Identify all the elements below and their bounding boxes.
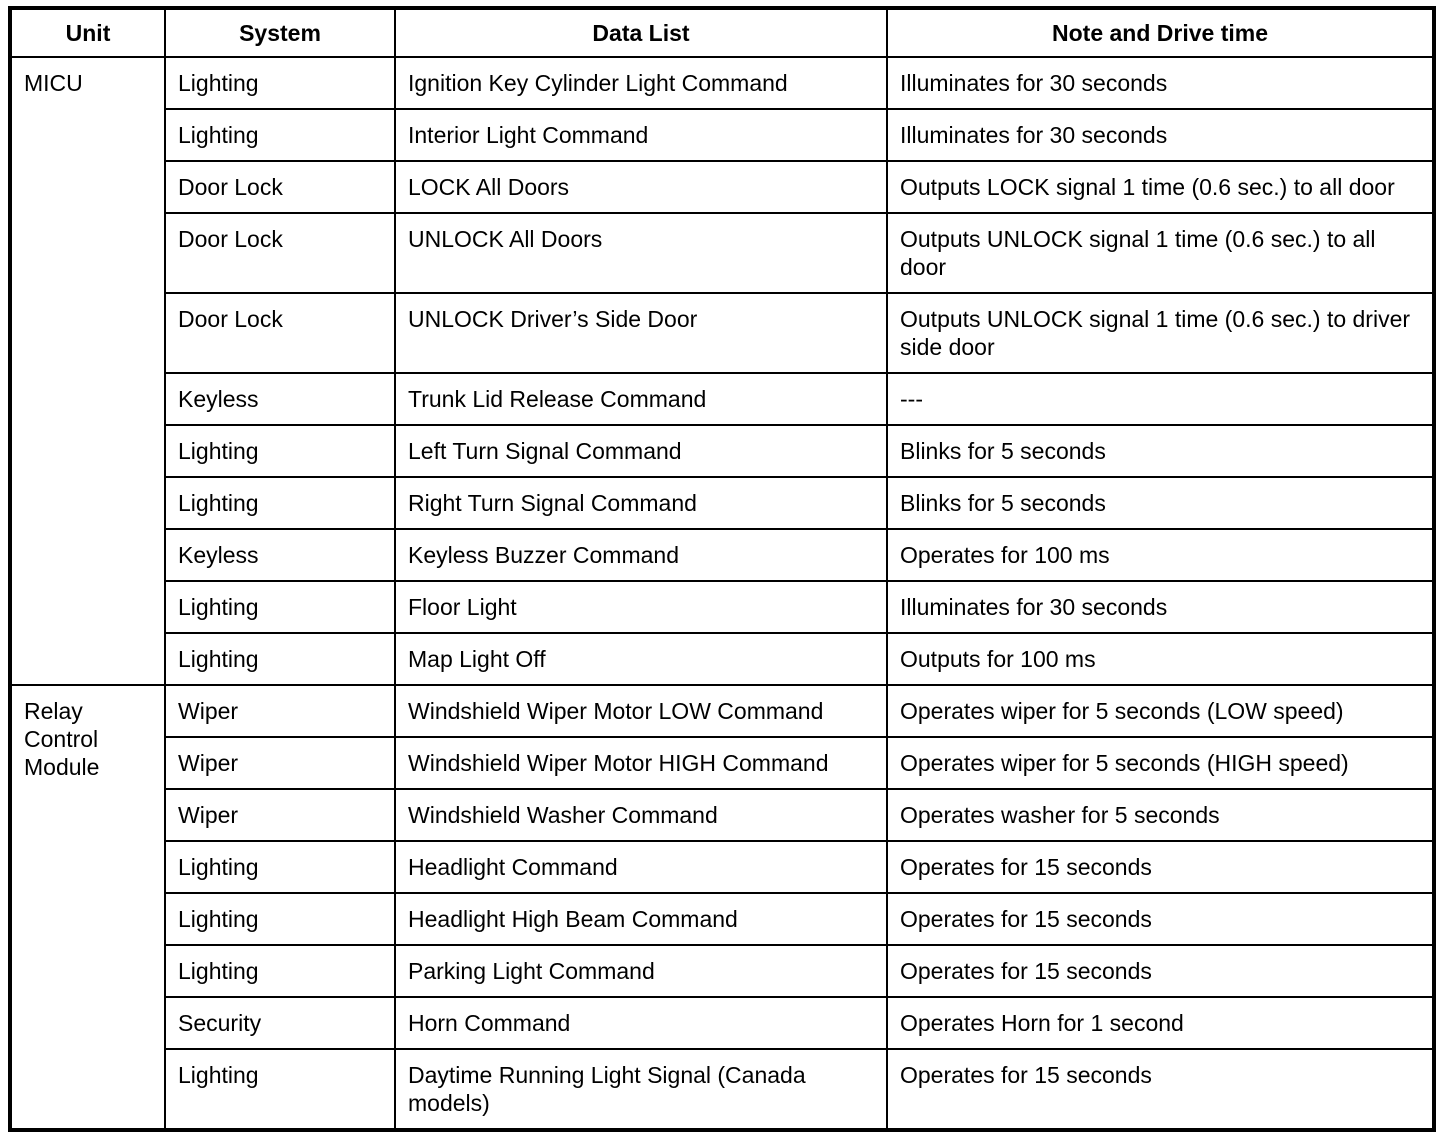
table-row — [10, 1049, 1434, 1130]
table-row — [10, 841, 1434, 893]
data-list-cell: LOCK All Doors — [395, 161, 887, 213]
table-row — [10, 109, 1434, 161]
note-cell: Illuminates for 30 seconds — [887, 57, 1434, 109]
note-cell: Outputs UNLOCK signal 1 time (0.6 sec.) to driver side door — [887, 293, 1434, 373]
system-cell: Lighting — [165, 109, 395, 161]
note-cell: --- — [887, 373, 1434, 425]
table-row — [10, 997, 1434, 1049]
note-cell: Operates washer for 5 seconds — [887, 789, 1434, 841]
table-row — [10, 213, 1434, 293]
note-cell: Outputs UNLOCK signal 1 time (0.6 sec.) to all door — [887, 213, 1434, 293]
table-row — [10, 477, 1434, 529]
data-list-cell: Daytime Running Light Signal (Canada models) — [395, 1049, 887, 1130]
data-list-cell: Right Turn Signal Command — [395, 477, 887, 529]
data-list-cell: Trunk Lid Release Command — [395, 373, 887, 425]
note-cell: Operates for 15 seconds — [887, 893, 1434, 945]
system-cell: Lighting — [165, 1049, 395, 1130]
data-list-cell: Windshield Wiper Motor HIGH Command — [395, 737, 887, 789]
system-cell: Lighting — [165, 841, 395, 893]
note-cell: Operates for 15 seconds — [887, 1049, 1434, 1130]
table-row — [10, 529, 1434, 581]
table-row — [10, 373, 1434, 425]
data-list-cell: Headlight High Beam Command — [395, 893, 887, 945]
data-list-cell: Parking Light Command — [395, 945, 887, 997]
header-note: Note and Drive time — [887, 8, 1434, 57]
system-cell: Wiper — [165, 737, 395, 789]
table-row — [10, 737, 1434, 789]
data-list-cell: Horn Command — [395, 997, 887, 1049]
data-list-cell: UNLOCK Driver’s Side Door — [395, 293, 887, 373]
data-list-cell: UNLOCK All Doors — [395, 213, 887, 293]
header-unit: Unit — [10, 8, 165, 57]
table-row — [10, 789, 1434, 841]
system-cell: Keyless — [165, 373, 395, 425]
system-cell: Lighting — [165, 945, 395, 997]
unit-cell: Relay Control Module — [10, 685, 165, 1130]
table-row — [10, 893, 1434, 945]
data-list-table — [8, 6, 1436, 1132]
unit-cell: MICU — [10, 57, 165, 685]
data-list-cell: Map Light Off — [395, 633, 887, 685]
header-row — [10, 8, 1434, 57]
note-cell: Illuminates for 30 seconds — [887, 581, 1434, 633]
note-cell: Operates for 15 seconds — [887, 841, 1434, 893]
note-cell: Operates wiper for 5 seconds (HIGH speed) — [887, 737, 1434, 789]
data-list-cell: Floor Light — [395, 581, 887, 633]
table-row — [10, 293, 1434, 373]
data-list-cell: Interior Light Command — [395, 109, 887, 161]
note-cell: Operates wiper for 5 seconds (LOW speed) — [887, 685, 1434, 737]
system-cell: Door Lock — [165, 213, 395, 293]
system-cell: Lighting — [165, 581, 395, 633]
data-list-cell: Headlight Command — [395, 841, 887, 893]
data-list-cell: Ignition Key Cylinder Light Command — [395, 57, 887, 109]
table-row — [10, 685, 1434, 737]
data-list-cell: Left Turn Signal Command — [395, 425, 887, 477]
note-cell: Blinks for 5 seconds — [887, 425, 1434, 477]
data-list-cell: Windshield Washer Command — [395, 789, 887, 841]
data-list-cell: Windshield Wiper Motor LOW Command — [395, 685, 887, 737]
system-cell: Lighting — [165, 893, 395, 945]
system-cell: Keyless — [165, 529, 395, 581]
note-cell: Operates for 100 ms — [887, 529, 1434, 581]
system-cell: Wiper — [165, 789, 395, 841]
table-row — [10, 945, 1434, 997]
system-cell: Lighting — [165, 633, 395, 685]
table-row — [10, 161, 1434, 213]
system-cell: Wiper — [165, 685, 395, 737]
table-body — [10, 57, 1434, 1130]
note-cell: Outputs for 100 ms — [887, 633, 1434, 685]
table-row — [10, 633, 1434, 685]
system-cell: Lighting — [165, 57, 395, 109]
system-cell: Lighting — [165, 477, 395, 529]
table-row — [10, 57, 1434, 109]
header-system: System — [165, 8, 395, 57]
note-cell: Blinks for 5 seconds — [887, 477, 1434, 529]
data-list-cell: Keyless Buzzer Command — [395, 529, 887, 581]
system-cell: Door Lock — [165, 293, 395, 373]
system-cell: Door Lock — [165, 161, 395, 213]
note-cell: Outputs LOCK signal 1 time (0.6 sec.) to all door — [887, 161, 1434, 213]
table-row — [10, 425, 1434, 477]
system-cell: Security — [165, 997, 395, 1049]
note-cell: Operates Horn for 1 second — [887, 997, 1434, 1049]
note-cell: Operates for 15 seconds — [887, 945, 1434, 997]
system-cell: Lighting — [165, 425, 395, 477]
header-data-list: Data List — [395, 8, 887, 57]
table-row — [10, 581, 1434, 633]
note-cell: Illuminates for 30 seconds — [887, 109, 1434, 161]
